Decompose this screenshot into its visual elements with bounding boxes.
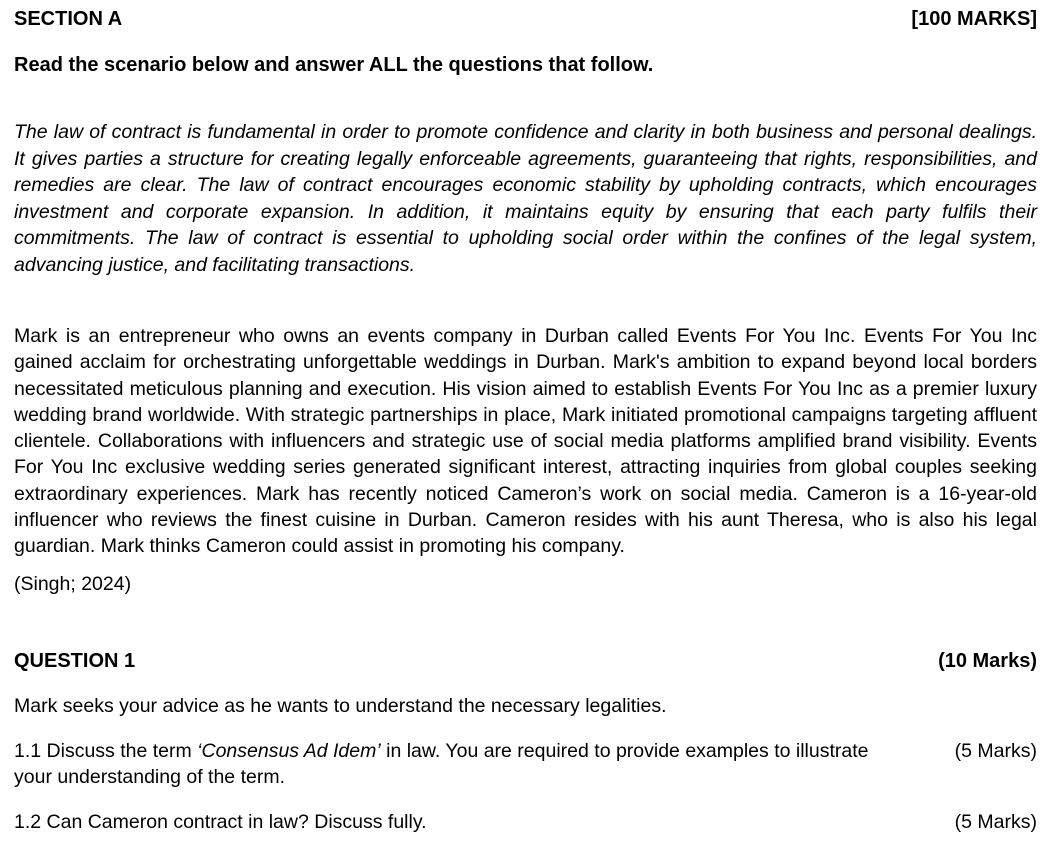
instruction-text: Read the scenario below and answer ALL the questions that follow. bbox=[14, 54, 654, 76]
sub-question-1-1 bbox=[14, 738, 1037, 790]
sub-question-prefix: 1.1 Discuss the term bbox=[14, 740, 198, 762]
question-title: QUESTION 1 bbox=[14, 650, 136, 672]
scenario-paragraph: Mark is an entrepreneur who owns an events company in Durban called Events For You Inc. Events For You Inc gained acclaim for orchestrating unforgettable weddings in Durban. Mark's ambition to expand beyond local borders necessitated meticulous planning and execution. His vision aimed to establish Events For You Inc as a premier luxury wedding brand worldwide. With strategic partnerships in place, Mark initiated promotional campaigns targeting affluent clientele. Collaborations with influencers and strategic use of social media platforms amplified brand visibility. Events For You Inc exclusive wedding series generated significant interest, attracting inquiries from global couples seeking extraordinary experiences. Mark has recently noticed Cameron’s work on social media. Cameron is a 16-year-old influencer who reviews the finest cuisine in Durban. Cameron resides with his aunt Theresa, who is also his legal guardian. Mark thinks Cameron could assist in promoting his company. bbox=[14, 325, 1037, 558]
consensus-term: ‘Consensus Ad Idem’ bbox=[197, 740, 381, 762]
intro-paragraph: The law of contract is fundamental in order to promote confidence and clarity in both business and personal dealings. It gives parties a structure for creating legally enforceable agreements, guaranteeing that rights, responsibilities, and remedies are clear. The law of contract encourages economic stability by upholding contracts, which encourages investment and corporate expansion. In addition, it maintains equity by ensuring that each party fulfils their commitments. The law of contract is essential to upholding social order within the confines of the legal system, advancing justice, and facilitating transactions. bbox=[14, 121, 1037, 276]
sub-question-marks: (5 Marks) bbox=[954, 740, 1037, 762]
sub-question-text bbox=[14, 738, 904, 790]
question-header bbox=[14, 648, 1037, 674]
sub-question-text: 1.2 Can Cameron contract in law? Discuss fully. bbox=[14, 811, 427, 833]
section-title: SECTION A bbox=[14, 8, 123, 30]
sub-question-1-2 bbox=[14, 809, 1037, 835]
sub-question-marks: (5 Marks) bbox=[954, 811, 1037, 833]
sub-question-suffix: in law. You are required to provide examples to illustrate your understanding of the term. bbox=[14, 740, 869, 788]
question-lead: Mark seeks your advice as he wants to understand the necessary legalities. bbox=[14, 695, 667, 717]
section-header bbox=[14, 6, 1037, 32]
section-marks: [100 MARKS] bbox=[911, 8, 1037, 30]
citation: (Singh; 2024) bbox=[14, 573, 132, 595]
question-marks: (10 Marks) bbox=[938, 650, 1037, 672]
